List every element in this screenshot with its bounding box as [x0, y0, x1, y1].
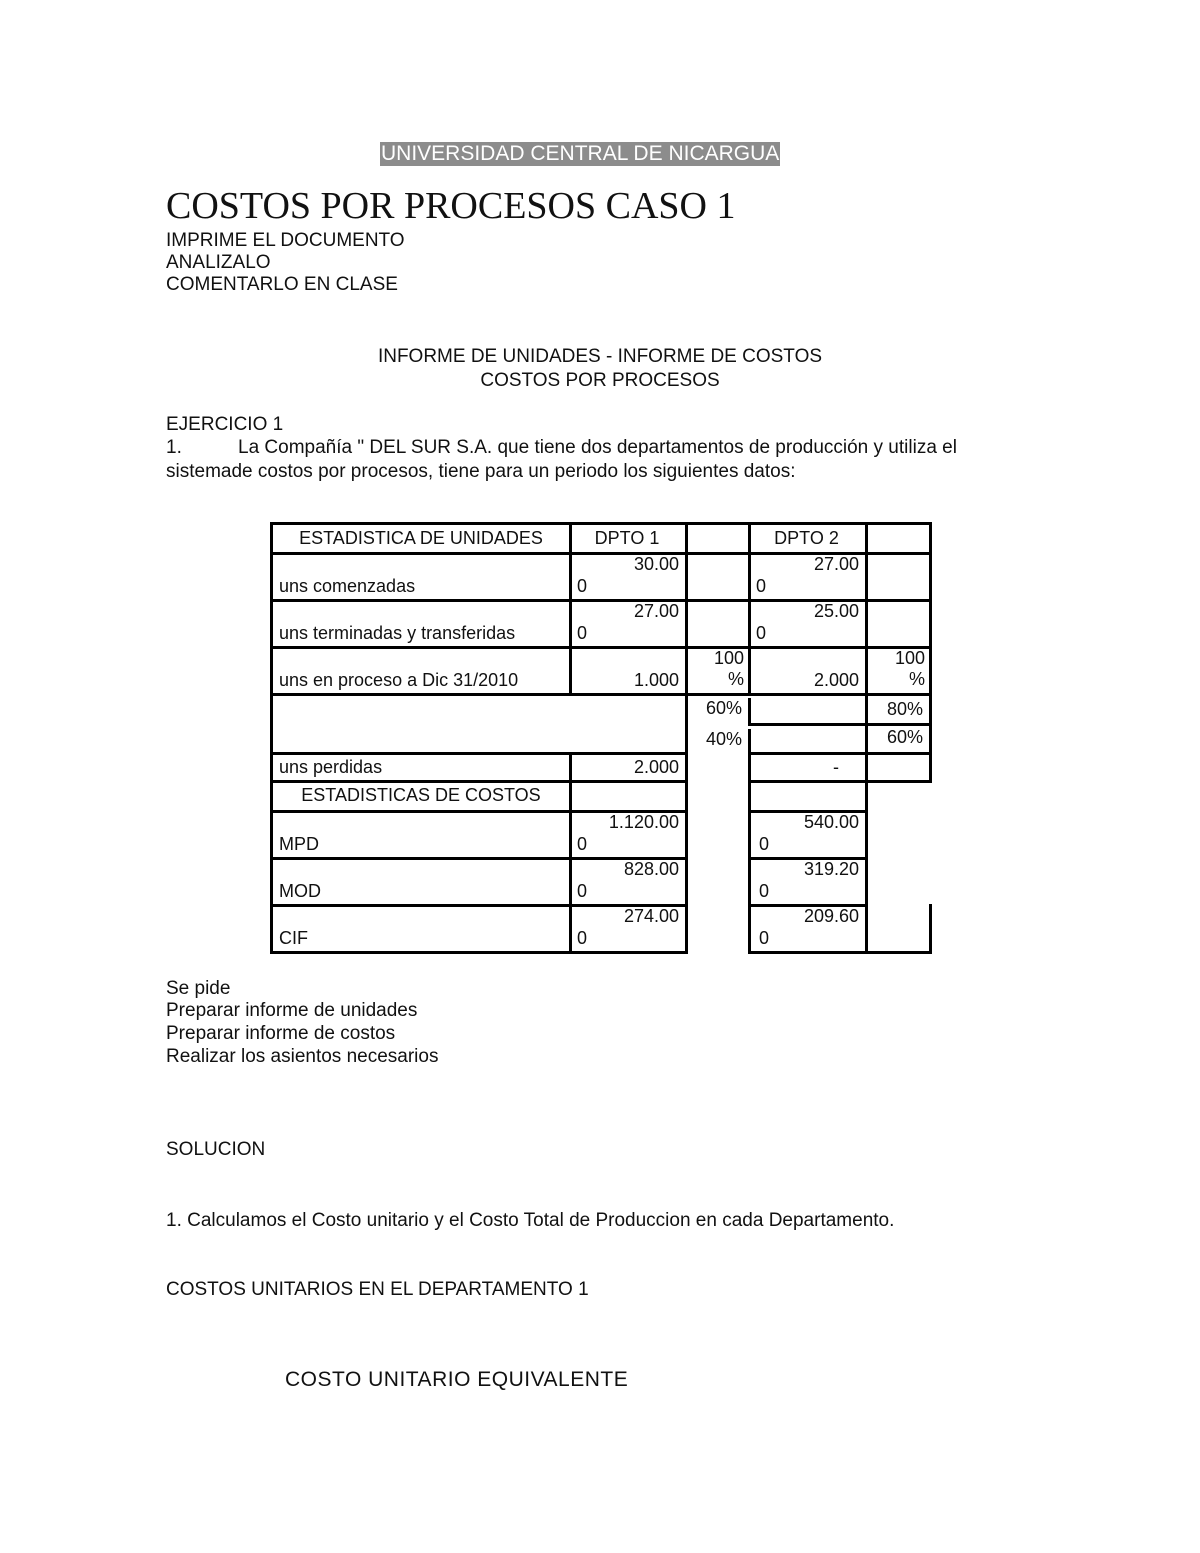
exercise-text-line1: La Compañía " DEL SUR S.A. que tiene dos departamentos de producción y utiliza el [238, 437, 957, 458]
started-dept1-tail: 0 [577, 576, 588, 596]
ask-label: Se pide [166, 978, 231, 999]
dept1-unit-costs-heading: COSTOS UNITARIOS EN EL DEPARTAMENTO 1 [166, 1279, 589, 1300]
finished-dept1-tail: 0 [577, 623, 588, 643]
finished-dept2-extra [865, 599, 932, 649]
exercise-label: EJERCICIO 1 [166, 414, 284, 435]
units-stats-header: ESTADISTICA DE UNIDADES [270, 522, 572, 555]
university-name: UNIVERSIDAD CENTRAL DE NICARGUA [381, 142, 780, 165]
ask-item-entries: Realizar los asientos necesarios [166, 1046, 439, 1067]
pct-60-dept1: 60% [685, 698, 751, 724]
report-heading: INFORME DE UNIDADES - INFORME DE COSTOS [377, 346, 823, 367]
started-dept2-tail: 0 [756, 576, 767, 596]
finished-dept1 [569, 599, 688, 649]
solution-step1: 1. Calculamos el Costo unitario y el Costo Total de Produccion en cada Departamento. [166, 1210, 895, 1231]
lost-dept1: 2.000 [569, 752, 688, 783]
pct-blank-dept2-a [748, 693, 868, 726]
started-dept2 [748, 552, 868, 602]
pct-40-dept1: 40% [685, 729, 751, 755]
cif-dept2-tail: 0 [759, 928, 770, 948]
in-process-dept2-pct-num: 100 [894, 648, 925, 668]
in-process-dept2-pct [865, 646, 932, 696]
started-dept1-extra [685, 552, 751, 602]
row-label-finished: uns terminadas y transferidas [270, 599, 572, 649]
percent-blank-cell [270, 693, 688, 755]
solution-label: SOLUCION [166, 1139, 266, 1160]
cif-dept1-tail: 0 [577, 928, 588, 948]
cif-dept1 [569, 904, 688, 954]
document-title: COSTOS POR PROCESOS CASO 1 [166, 185, 736, 227]
row-label-cif: CIF [270, 904, 572, 954]
mpd-dept1-tail: 0 [577, 834, 588, 854]
lost-dept2-extra [865, 752, 932, 783]
mod-dept2 [748, 857, 868, 907]
dept1-extra-header [685, 522, 751, 555]
exercise-text-line2: sistemade costos por procesos, tiene para un periodo los siguientes datos: [166, 461, 796, 482]
exercise-number: 1. [166, 437, 182, 458]
mod-dept2-value: 319.20 [803, 859, 859, 879]
cif-dept1-value: 274.00 [623, 906, 679, 926]
cif-dept2-extra [865, 904, 932, 954]
row-label-lost: uns perdidas [270, 752, 572, 783]
cif-dept2 [748, 904, 868, 954]
pct-blank-dept2-b [748, 723, 868, 755]
mod-dept1-value: 828.00 [623, 859, 679, 879]
dept2-header: DPTO 2 [748, 522, 868, 555]
started-dept1 [569, 552, 688, 602]
lost-dept2: - [748, 752, 868, 783]
pct-80-dept2: 80% [865, 693, 932, 726]
mpd-dept1 [569, 810, 688, 860]
ask-item-costs: Preparar informe de costos [166, 1023, 396, 1044]
in-process-dept1: 1.000 [569, 646, 688, 696]
in-process-dept2: 2.000 [748, 646, 868, 696]
mpd-dept1-value: 1.120.00 [608, 812, 679, 832]
started-dept2-value: 27.00 [813, 554, 859, 574]
row-label-in-process: uns en proceso a Dic 31/2010 [270, 646, 572, 696]
cost-stats-header: ESTADISTICAS DE COSTOS [270, 780, 572, 813]
report-subheading: COSTOS POR PROCESOS [480, 370, 720, 391]
finished-dept2 [748, 599, 868, 649]
mod-dept1 [569, 857, 688, 907]
row-label-mod: MOD [270, 857, 572, 907]
started-dept1-value: 30.00 [633, 554, 679, 574]
finished-dept1-value: 27.00 [633, 601, 679, 621]
equivalent-unit-cost-heading: COSTO UNITARIO EQUIVALENTE [285, 1368, 629, 1391]
row-label-started: uns comenzadas [270, 552, 572, 602]
dept2-extra-header [865, 522, 932, 555]
finished-dept2-tail: 0 [756, 623, 767, 643]
instruction-analyze: ANALIZALO [166, 252, 271, 273]
ask-item-units: Preparar informe de unidades [166, 1000, 418, 1021]
cost-stats-dept1-blank [569, 780, 688, 813]
mpd-dept2-tail: 0 [759, 834, 770, 854]
in-process-dept2-pct-sign: % [908, 669, 925, 689]
in-process-dept1-pct-sign: % [727, 669, 744, 689]
in-process-dept1-pct-num: 100 [713, 648, 744, 668]
finished-dept1-extra [685, 599, 751, 649]
mpd-dept2 [748, 810, 868, 860]
finished-dept2-value: 25.00 [813, 601, 859, 621]
pct-60-dept2: 60% [865, 723, 932, 755]
mod-dept1-tail: 0 [577, 881, 588, 901]
instruction-comment: COMENTARLO EN CLASE [166, 274, 398, 295]
mpd-dept2-value: 540.00 [803, 812, 859, 832]
instruction-print: IMPRIME EL DOCUMENTO [166, 230, 405, 251]
cif-dept2-value: 209.60 [803, 906, 859, 926]
cost-stats-dept2-blank [748, 780, 868, 813]
mod-dept2-tail: 0 [759, 881, 770, 901]
in-process-dept1-pct [685, 646, 751, 696]
row-label-mpd: MPD [270, 810, 572, 860]
started-dept2-extra [865, 552, 932, 602]
dept1-header: DPTO 1 [569, 522, 688, 555]
